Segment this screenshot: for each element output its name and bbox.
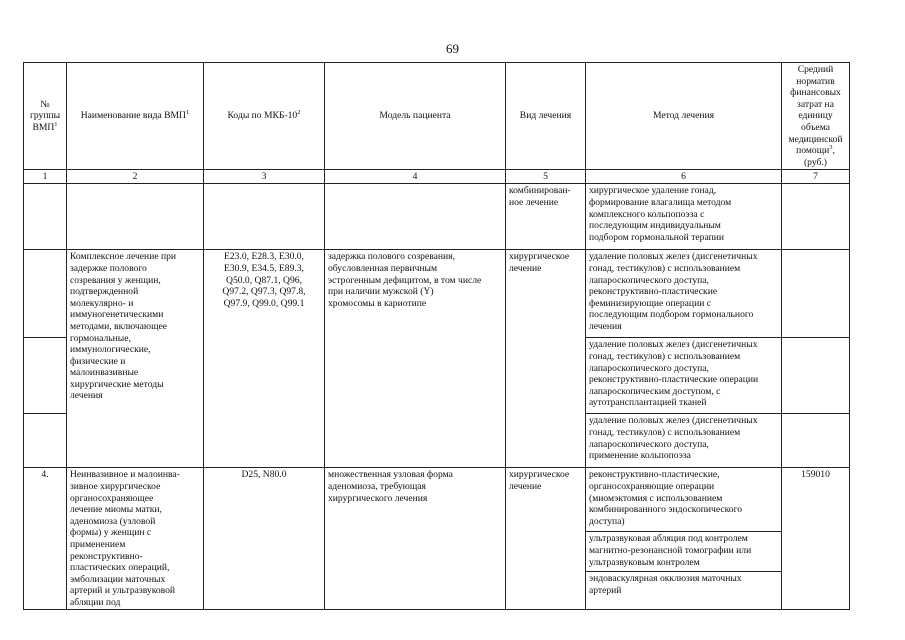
header-patient-model: Модель пациента bbox=[325, 63, 506, 170]
vmp-table bbox=[23, 62, 850, 610]
header-vmp-name: Наименование вида ВМП$^1$ bbox=[67, 63, 204, 170]
treatment-method-cell: хирургическое удаление гонад, формирование влагалища методом комплексного кольпопоэза с последующим индивидуальным подбором гормональной терапии bbox=[586, 184, 782, 250]
column-number: 7 bbox=[782, 170, 850, 184]
header-group-no: № группы ВМП$^1$ bbox=[24, 63, 67, 170]
column-number: 4 bbox=[325, 170, 506, 184]
group-number-cell bbox=[24, 250, 67, 338]
group-number-cell bbox=[24, 338, 67, 414]
treatment-method-cell: ультразвуковая абляция под контролем магнитно-резонансной томографии или ультразвуковым контролем bbox=[586, 532, 782, 572]
header-row bbox=[24, 63, 850, 170]
cost-cell bbox=[782, 414, 850, 468]
header-treatment-type: Вид лечения bbox=[506, 63, 586, 170]
treatment-method-cell: удаление половых желез (дисгенетичных гонад, тестикулов) с использованием лапароскопического доступа, реконструктивно-пластические операции лапароскопическим доступом, с аутотрансплантацией тканей bbox=[586, 338, 782, 414]
header-cost-standard: Средний норматив финансовых затрат на единицу объема медицинской помощи$^3$, (руб.) bbox=[782, 63, 850, 170]
treatment-type-cell: хирургическое лечение bbox=[506, 468, 586, 610]
vmp-name-cell: Комплексное лечение при задержке полового созревания у женщин, подтвержденной молекулярно- и иммуногенетическими методами, включающее гормональные, иммунологические, физические и малоинвазивные хирургические методы лечения bbox=[67, 250, 204, 468]
column-number: 6 bbox=[586, 170, 782, 184]
column-number-row bbox=[24, 170, 850, 184]
cost-cell bbox=[782, 338, 850, 414]
header-treatment-method: Метод лечения bbox=[586, 63, 782, 170]
table-row bbox=[24, 184, 850, 250]
column-number: 3 bbox=[204, 170, 325, 184]
cost-cell bbox=[782, 250, 850, 338]
vmp-name-cell bbox=[67, 184, 204, 250]
treatment-method-cell: удаление половых желез (дисгенетичных гонад, тестикулов) с использованием лапароскопического доступа, применение кольпопоэза bbox=[586, 414, 782, 468]
icd-codes-cell: E23.0, E28.3, E30.0, E30.9, E34.5, E89.3, Q50.0, Q87.1, Q96, Q97.2, Q97.3, Q97.8, Q97.9, Q99.0, Q99.1 bbox=[204, 250, 325, 468]
vmp-name-cell: Неинвазивное и малоинва- зивное хирургическое органосохраняющее лечение миомы матки, аденомиоза (узловой формы) у женщин с применением реконструктивно- пластических операций, эмболизации маточных артерий и ультразвуковой абляции под bbox=[67, 468, 204, 610]
treatment-method-cell: эндоваскулярная окклюзия маточных артерий bbox=[586, 572, 782, 610]
treatment-type-cell: хирургическое лечение bbox=[506, 250, 586, 468]
table-row bbox=[24, 250, 850, 338]
header-icd-codes: Коды по МКБ-$10^2$ bbox=[204, 63, 325, 170]
page-number: 69 bbox=[446, 41, 459, 56]
group-number-cell bbox=[24, 184, 67, 250]
cost-cell bbox=[782, 184, 850, 250]
group-number-cell: 4. bbox=[24, 468, 67, 610]
icd-codes-cell: D25, N80.0 bbox=[204, 468, 325, 610]
column-number: 5 bbox=[506, 170, 586, 184]
column-number: 2 bbox=[67, 170, 204, 184]
patient-model-cell: множественная узловая форма аденомиоза, требующая хирургического лечения bbox=[325, 468, 506, 610]
treatment-type-cell: комбинирован- ное лечение bbox=[506, 184, 586, 250]
cost-cell: 159010 bbox=[782, 468, 850, 610]
patient-model-cell: задержка полового созревания, обусловленная первичным эстрогенным дефицитом, в том числе при наличии мужской (Y) хромосомы в кариотипе bbox=[325, 250, 506, 468]
column-number: 1 bbox=[24, 170, 67, 184]
table-row bbox=[24, 468, 850, 532]
icd-codes-cell bbox=[204, 184, 325, 250]
patient-model-cell bbox=[325, 184, 506, 250]
treatment-method-cell: реконструктивно-пластические, органосохраняющие операции (миомэктомия с использованием комбинированного эндоскопического доступа) bbox=[586, 468, 782, 532]
treatment-method-cell: удаление половых желез (дисгенетичных гонад, тестикулов) с использованием лапароскопического доступа, реконструктивно-пластические феминизирующие операции с последующим подбором гормонального лечения bbox=[586, 250, 782, 338]
group-number-cell bbox=[24, 414, 67, 468]
